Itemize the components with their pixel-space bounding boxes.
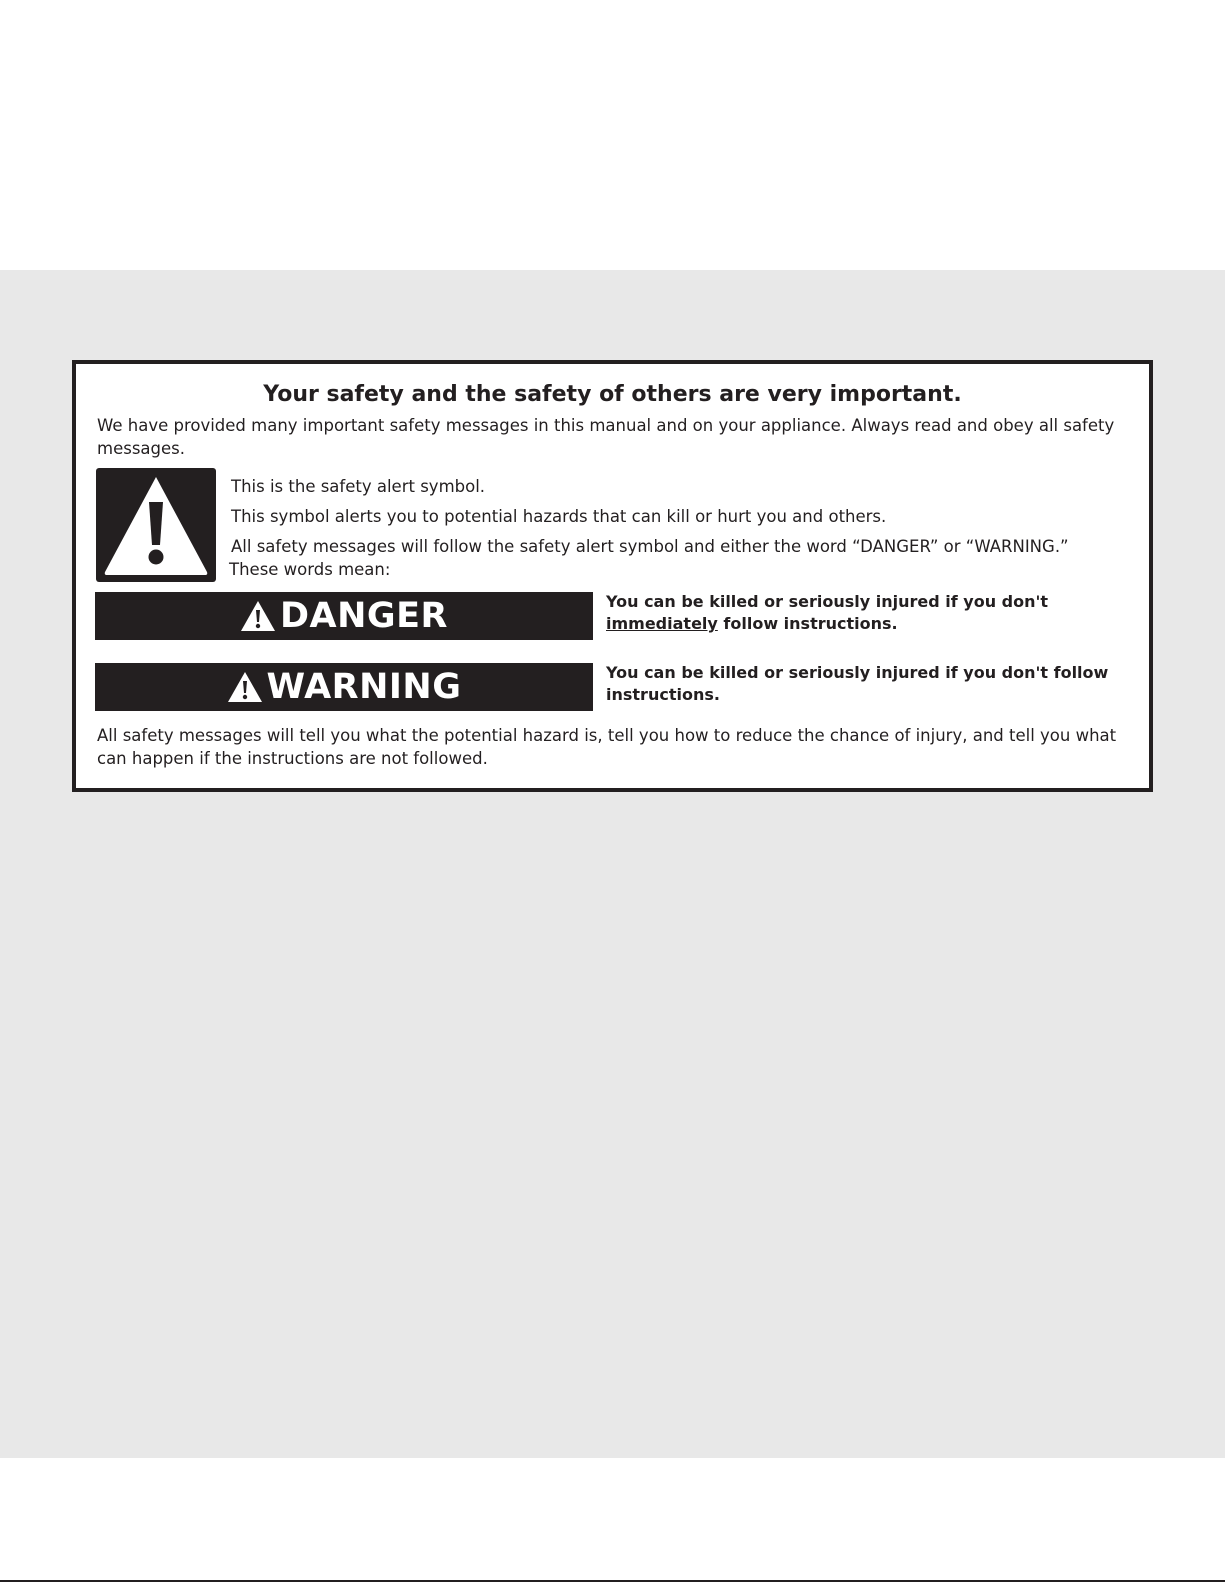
danger-text-start: You can be killed or seriously injured if you don't: [606, 592, 1049, 611]
safety-footer-text: All safety messages will tell you what the potential hazard is, tell you how to reduce the chance of injury, and tell you what can happen if the instructions are not followed.: [97, 726, 1117, 768]
danger-description: [606, 591, 1146, 635]
danger-text-end: follow instructions.: [717, 614, 898, 633]
alert-line-meaning: These words mean:: [229, 560, 391, 579]
warning-description: You can be killed or seriously injured if you don't follow instructions.: [606, 663, 1109, 704]
danger-emphasis: immediately: [606, 614, 718, 633]
warning-alert-icon: [227, 671, 263, 703]
alert-line-symbol: This is the safety alert symbol.: [231, 477, 486, 496]
warning-signal-bar: [95, 663, 593, 711]
alert-line-hazards: This symbol alerts you to potential hazards that can kill or hurt you and others.: [231, 507, 887, 526]
danger-alert-icon: [240, 600, 276, 632]
safety-alert-triangle-icon: [96, 468, 216, 582]
warning-label: WARNING: [266, 667, 462, 707]
page-bottom-rule: [0, 1580, 1225, 1582]
safety-notice-box: [72, 360, 1153, 792]
danger-signal-bar: [95, 592, 593, 640]
danger-label: DANGER: [279, 596, 449, 636]
safety-intro-text: We have provided many important safety messages in this manual and on your appliance. Always read and obey all safety messages.: [97, 416, 1115, 458]
safety-title: Your safety and the safety of others are very important.: [263, 382, 962, 407]
alert-line-signal-words: All safety messages will follow the safety alert symbol and either the word “DANGER” or “WARNING.”: [231, 537, 1069, 556]
